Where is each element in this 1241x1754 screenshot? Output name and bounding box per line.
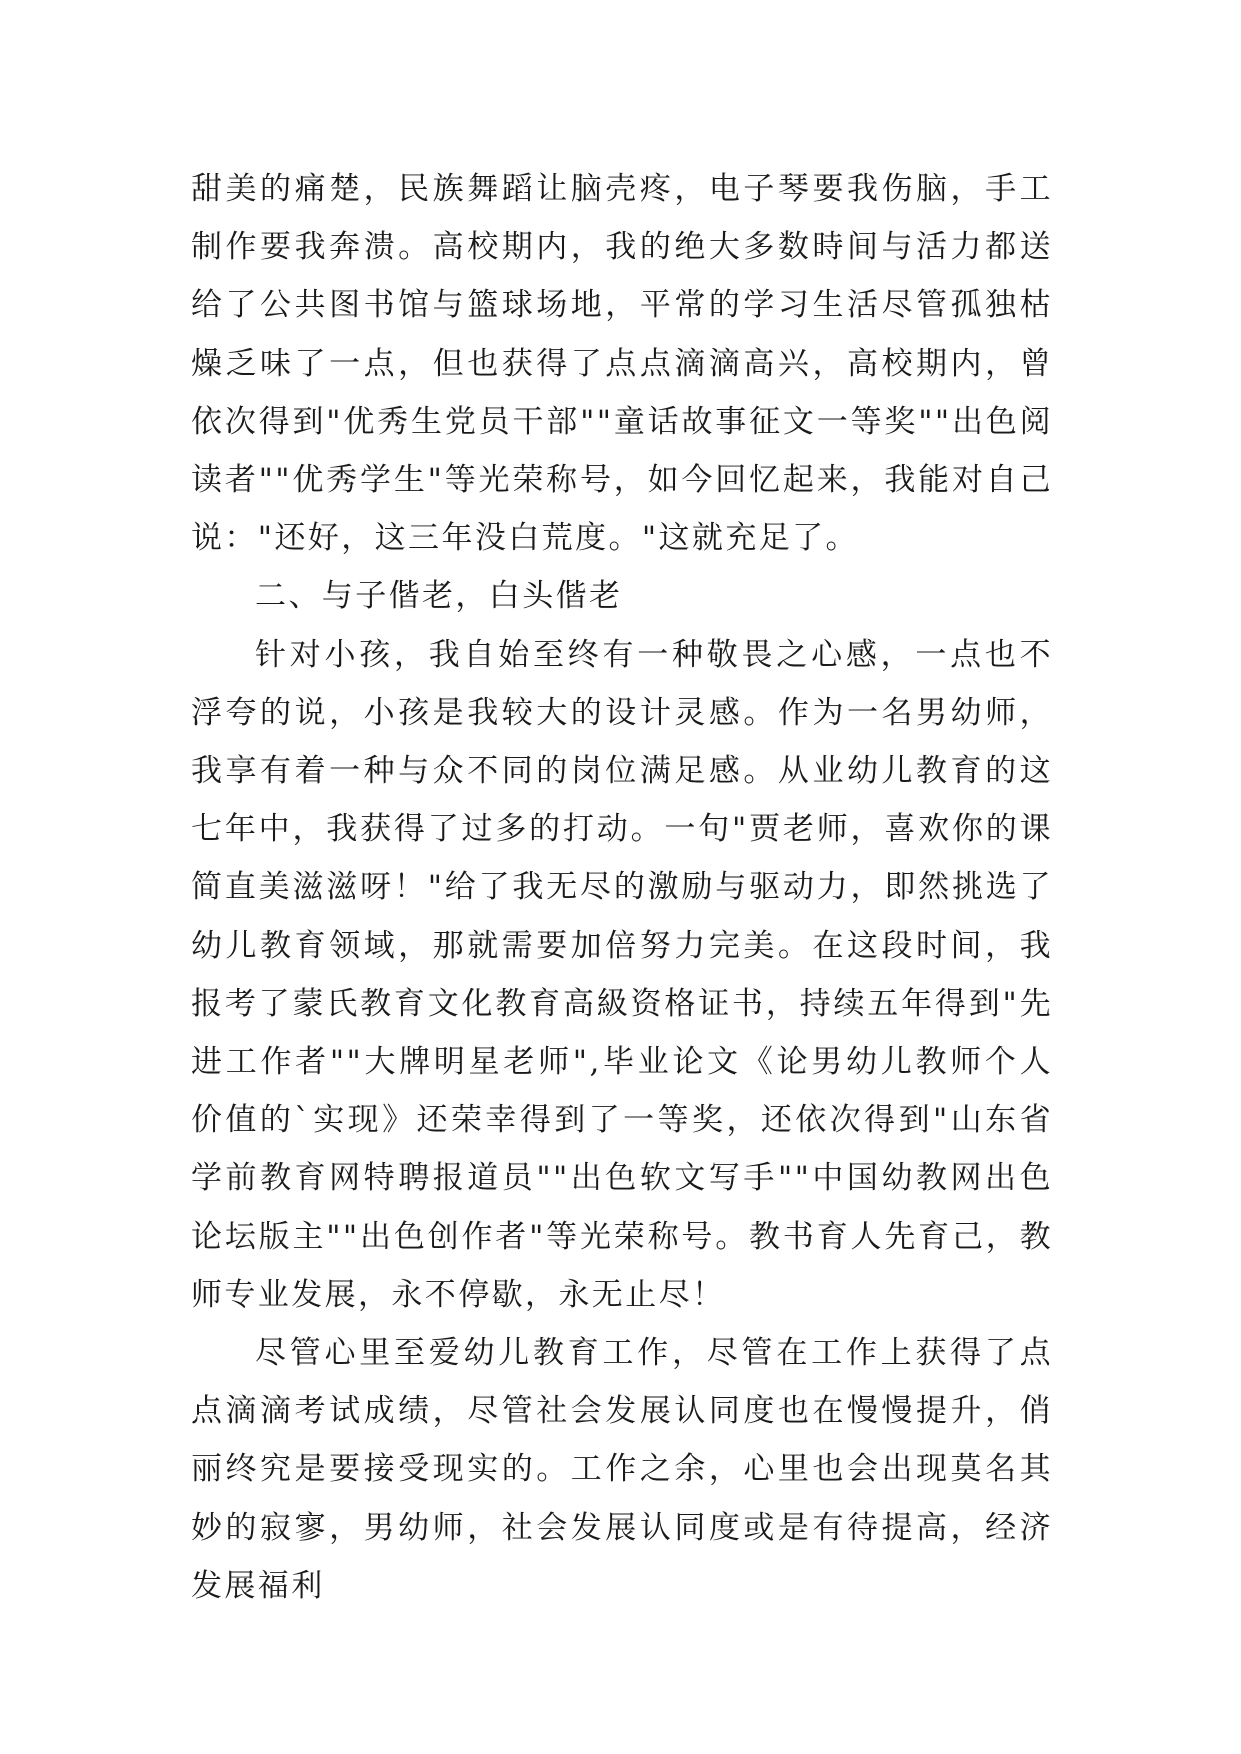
body-text — [191, 160, 1053, 1615]
paragraph-reality: 尽管心里至爱幼儿教育工作，尽管在工作上获得了点点滴滴考试成绩，尽管社会发展认同度也在慢慢提升，俏丽终究是要接受现实的。工作之余，心里也会出现莫名其妙的寂寥，男幼师，社会发展认同度或是有待提高，经济发展福利 — [191, 1335, 1053, 1604]
paragraph-continuation: 甜美的痛楚，民族舞蹈让脑壳疼，电子琴要我伤脑，手工制作要我奔溃。高校期内，我的绝大多数時间与活力都送给了公共图书馆与篮球场地，平常的学习生活尽管孤独枯燥乏味了一点，但也获得了点点滴滴高兴，高校期内，曾依次得到"优秀生党员干部""童话故事征文一等奖""出色阅读者""优秀学生"等光荣称号，如今回忆起来，我能对自己说："还好，这三年没白荒度。"这就充足了。 — [191, 171, 1053, 557]
section-heading: 二、与子偕老，白头偕老 — [255, 578, 623, 615]
paragraph-children: 针对小孩，我自始至终有一种敬畏之心感，一点也不浮夸的说，小孩是我较大的设计灵感。作为一名男幼师，我享有着一种与众不同的岗位满足感。从业幼儿教育的这七年中，我获得了过多的打动。一句"贾老师，喜欢你的课简直美滋滋呀！"给了我无尽的激励与驱动力，即然挑选了幼儿教育领域，那就需要加倍努力完美。在这段时间，我报考了蒙氏教育文化教育高級资格证书，持续五年得到"先进工作者""大牌明星老师",毕业论文《论男幼儿教师个人价值的`实现》还荣幸得到了一等奖，还依次得到"山东省学前教育网特聘报道员""出色软文写手""中国幼教网出色论坛版主""出色创作者"等光荣称号。教书育人先育己，教师专业发展，永不停歇，永无止尽！ — [191, 636, 1053, 1313]
